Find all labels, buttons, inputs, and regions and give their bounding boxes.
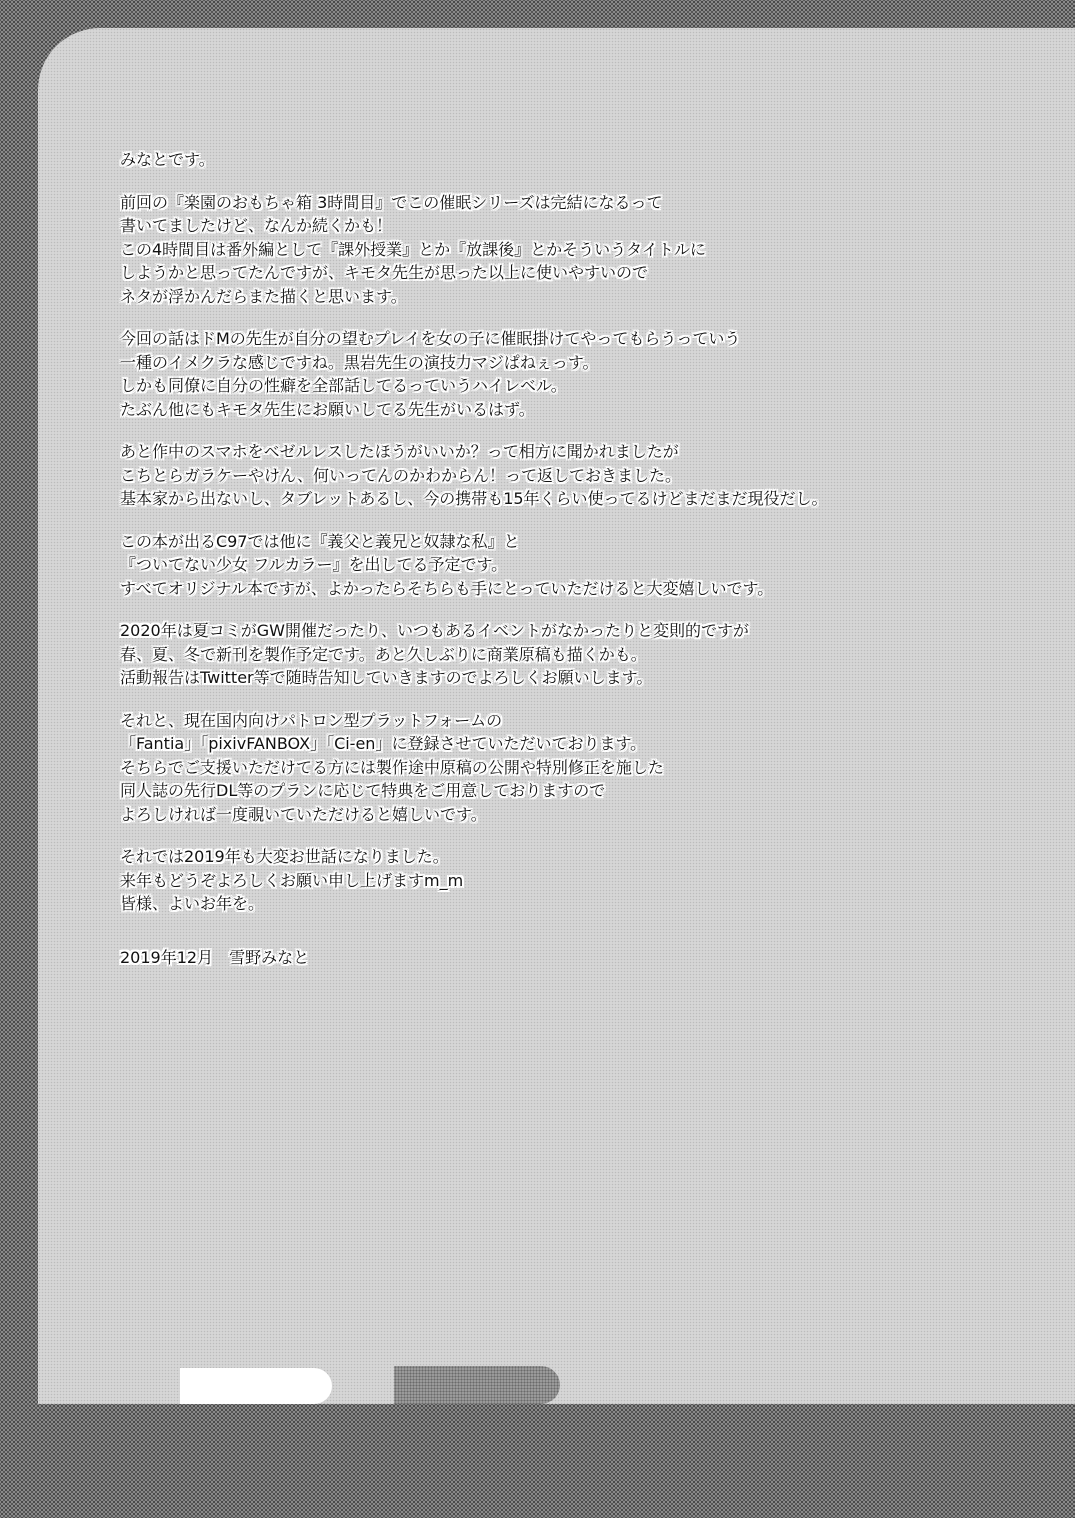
white-tab-shape xyxy=(180,1368,332,1404)
paragraph xyxy=(120,619,920,690)
text-line: 「Fantia」「pixivFANBOX」「Ci-en」に登録させていただいております。 xyxy=(120,734,647,753)
signature-block xyxy=(120,946,920,970)
paragraph xyxy=(120,440,920,511)
text-line: 前回の『楽園のおもちゃ箱 3時間目』でこの催眠シリーズは完結になるって xyxy=(120,192,663,212)
paragraph xyxy=(120,709,920,827)
text-line: たぶん他にもキモタ先生にお願いしてる先生がいるはず。 xyxy=(120,399,535,419)
paragraph xyxy=(120,845,920,916)
text-line: こちとらガラケーやけん、何いってんのかわからん！って返しておきました。 xyxy=(120,465,681,485)
text-line: そちらでご支援いただけてる方には製作途中原稿の公開や特別修正を施した xyxy=(120,757,664,777)
text-line: 基本家から出ないし、タブレットあるし、今の携帯も15年くらい使ってるけどまだまだ現役だし。 xyxy=(120,489,828,508)
greeting-line: みなとです。 xyxy=(120,150,215,169)
text-line: 一種のイメクラな感じですね。黒岩先生の演技力マジぱねぇっす。 xyxy=(120,352,599,372)
text-line: 活動報告はTwitter等で随時告知していきますのでよろしくお願いします。 xyxy=(120,668,653,687)
text-line: 皆様、よいお年を。 xyxy=(120,894,265,913)
grey-tab-shape xyxy=(394,1366,560,1404)
text-line: それと、現在国内向けパトロン型プラットフォームの xyxy=(120,710,503,730)
signature-line: 2019年12月 雪野みなと xyxy=(120,947,310,967)
text-line: 今回の話はドMの先生が自分の望むプレイを女の子に催眠掛けてやってもらうっていう xyxy=(120,329,741,348)
text-line: ネタが浮かんだらまた描くと思います。 xyxy=(120,286,407,306)
text-line: すべてオリジナル本ですが、よかったらそちらも手にとっていただけると大変嬉しいです。 xyxy=(120,578,774,598)
text-line: 書いてましたけど、なんか続くかも！ xyxy=(120,216,393,235)
paragraph xyxy=(120,327,920,421)
greeting-paragraph xyxy=(120,148,920,172)
text-line: この4時間目は番外編として『課外授業』とか『放課後』とかそういうタイトルに xyxy=(120,239,706,259)
text-line: しようかと思ってたんですが、キモタ先生が思った以上に使いやすいので xyxy=(120,263,649,282)
text-line: しかも同僚に自分の性癖を全部話してるっていうハイレベル。 xyxy=(120,376,567,395)
text-line: 同人誌の先行DL等のプランに応じて特典をご用意しておりますので xyxy=(120,781,606,800)
text-line: この本が出るC97では他に『義父と義兄と奴隷な私』と xyxy=(120,531,520,551)
text-line: それでは2019年も大変お世話になりました。 xyxy=(120,847,449,866)
text-line: 『ついてない少女 フルカラー』を出してる予定です。 xyxy=(120,555,508,574)
text-line: 来年もどうぞよろしくお願い申し上げますm_m xyxy=(120,870,464,890)
text-line: あと作中のスマホをベゼルレスしたほうがいいか？って相方に聞かれましたが xyxy=(120,442,679,461)
text-line: 2020年は夏コミがGW開催だったり、いつもあるイベントがなかったりと変則的ですが xyxy=(120,621,749,640)
text-line: 春、夏、冬で新刊を製作予定です。あと久しぶりに商業原稿も描くかも。 xyxy=(120,644,647,664)
text-line: よろしければ一度覗いていただけると嬉しいです。 xyxy=(120,804,487,824)
paragraph xyxy=(120,530,920,601)
paragraph xyxy=(120,191,920,309)
afterword-text xyxy=(120,148,920,988)
